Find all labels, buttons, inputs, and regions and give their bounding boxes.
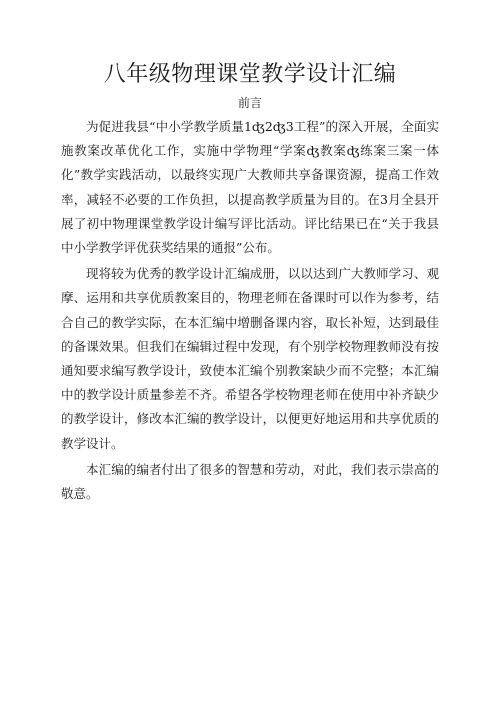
preface-heading: 前言 [237,96,262,110]
paragraph: 本汇编的编者付出了很多的智慧和劳动，对此，我们表示崇高的敬意。 [61,461,439,502]
paragraph: 为促进我县“中小学教学质量1ʤ2ʤ3工程”的深入开展，全面实施教案改革优化工作，实施中学物理“学案ʤ教案ʤ练案三案一体化”教学实践活动，以最终实现广大教师共享备课资源，提高工作效率，减轻不必要的工作负担，以提高教学质量为目的。在3月全县开展了初中物理课堂教学设计编写评比活动。评比结果已在“关于我县中小学教学评优获奖结果的通报”公布。 [61,119,439,256]
document-title: 八年级物理课堂教学设计汇编 [103,62,397,87]
document-body [61,115,439,508]
paragraph: 现将较为优秀的教学设计汇编成册，以以达到广大教师学习、观摩、运用和共享优质教案目的，物理老师在备课时可以作为参考，结合自己的教学实际，在本汇编中增删备课内容，取长补短，达到最佳的备课效果。但我们在编辑过程中发现，有个别学校物理教师没有按通知要求编写教学设计，致使本汇编个别教案缺少而不完整；本汇编中的教学设计质量参差不齐。希望各学校物理老师在使用中补齐缺少的教学设计，修改本汇编的教学设计，以便更好地运用和共享优质的教学设计。 [61,266,439,451]
